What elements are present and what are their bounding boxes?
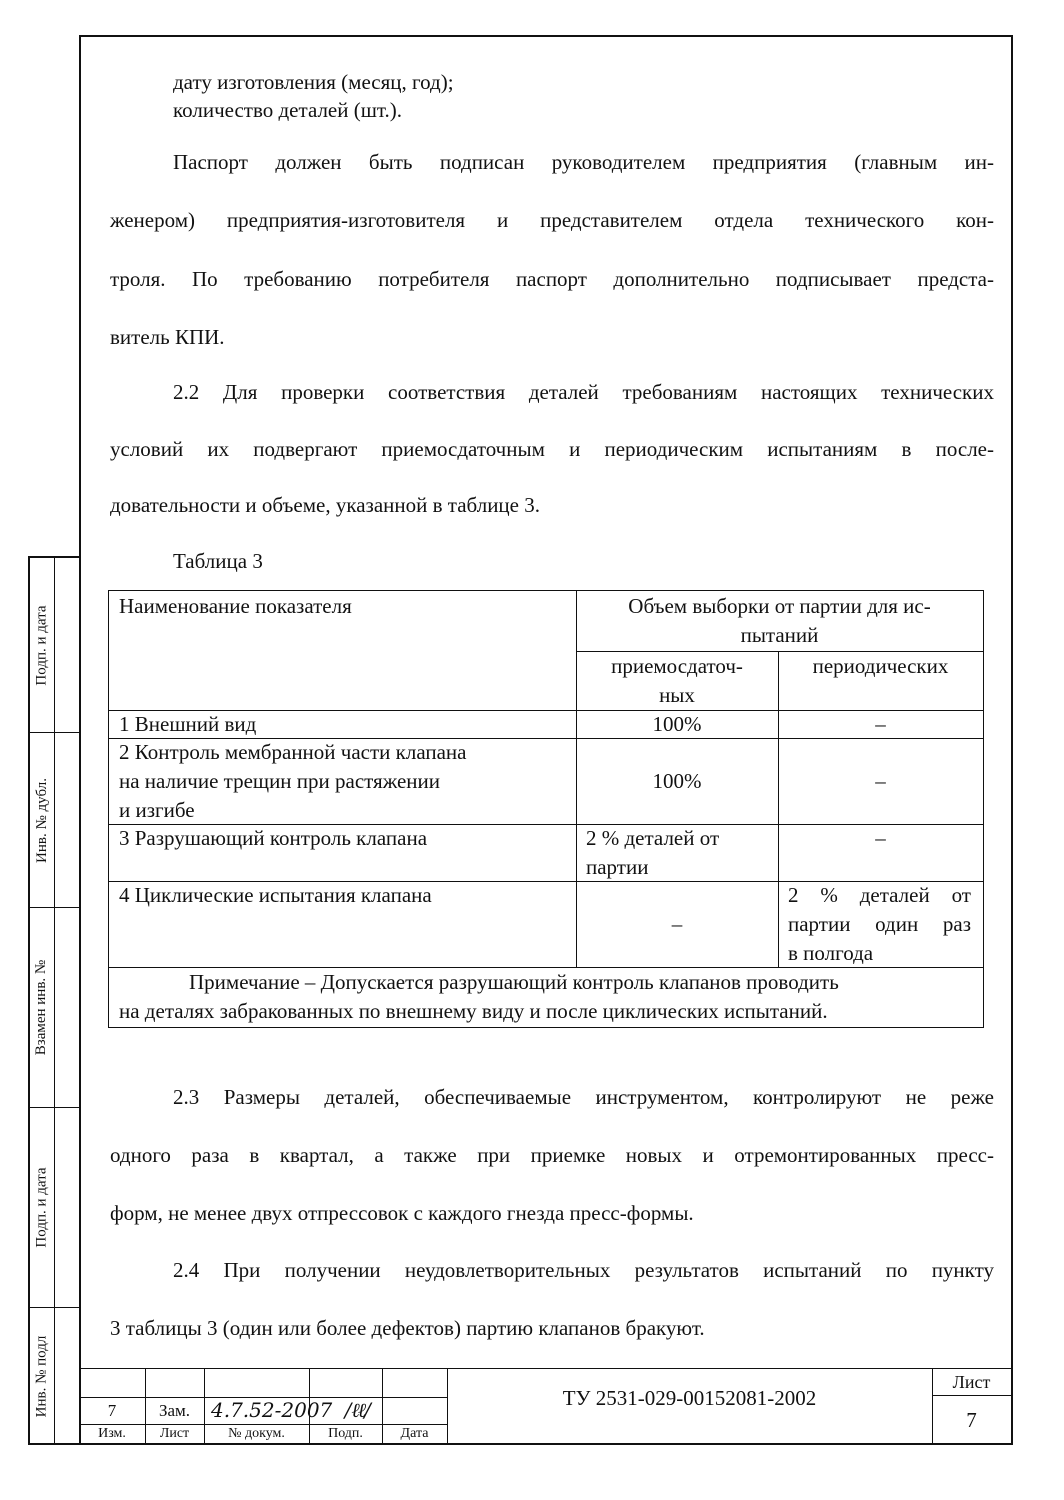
- text-line: 2.2 Для проверки соответствия деталей требованиям настоящих технических: [173, 380, 994, 404]
- row3-acceptance: [586, 824, 719, 882]
- header-line: приемосдаточ-: [611, 654, 743, 678]
- text-line: троля. По требованию потребителя паспорт дополнительно подписывает предста-: [110, 267, 994, 291]
- text-line: 2.3 Размеры деталей, обеспечиваемые инструментом, контролируют не реже: [173, 1085, 994, 1109]
- text-line: 2.4 При получении неудовлетворительных результатов испытаний по пункту: [173, 1258, 994, 1282]
- signature-mark: /ℓℓ/: [344, 1398, 371, 1422]
- side-cell-replacement-inv: [30, 908, 79, 1108]
- text-line: женером) предприятия-изготовителя и представителем отдела технического кон-: [110, 208, 994, 232]
- table-note: [119, 968, 973, 1026]
- doc-number: 4.7.52-2007: [211, 1398, 333, 1422]
- note-line: Примечание – Допускается разрушающий контроль клапанов проводить: [189, 970, 839, 994]
- cell-line: в полгода: [788, 941, 874, 965]
- note-line: на деталях забракованных по внешнему виду и после циклических испытаний.: [119, 999, 828, 1023]
- row1-name: 1 Внешний вид: [119, 712, 257, 736]
- row4-name: 4 Циклические испытания клапана: [119, 883, 432, 907]
- side-label: Подп. и дата: [33, 604, 50, 686]
- header-acceptance: [576, 652, 778, 710]
- stamp-header-doc: № докум.: [228, 1426, 285, 1441]
- stamp-list-value: Зам.: [158, 1401, 191, 1420]
- side-label: Взамен инв. №: [33, 959, 50, 1056]
- header-line: пытаний: [740, 623, 819, 647]
- text-line: 3 таблицы 3 (один или более дефектов) партию клапанов бракуют.: [110, 1316, 705, 1340]
- row3-periodic: –: [875, 826, 886, 850]
- sheet-label: Лист: [952, 1372, 991, 1392]
- stamp-header-izm: Изм.: [98, 1426, 126, 1441]
- cell-line: партии: [586, 855, 649, 879]
- text-line: довательности и объеме, указанной в таблице 3.: [110, 493, 540, 517]
- row2-acceptance: 100%: [652, 769, 702, 793]
- cell-line: на наличие трещин при растяжении: [119, 769, 440, 793]
- row2-name: [119, 738, 467, 825]
- intro-line: количество деталей (шт.).: [173, 98, 402, 122]
- side-cell-sign-date-2: [30, 1108, 79, 1308]
- intro-line: дату изготовления (месяц, год);: [173, 70, 454, 94]
- title-block: [79, 1368, 1013, 1445]
- text-line: условий их подвергают приемосдаточным и периодическим испытаниям в после-: [110, 437, 994, 461]
- header-periodic: периодических: [812, 654, 949, 678]
- stamp-izm-value: 7: [107, 1401, 117, 1420]
- cell-line: 2 % деталей от: [586, 826, 720, 850]
- cell-line: 2 % деталей от: [788, 883, 971, 907]
- table-3: [108, 590, 984, 1028]
- row1-periodic: –: [875, 712, 886, 736]
- stamp-line: [79, 1368, 1011, 1369]
- stamp-doc-value: [211, 1398, 441, 1423]
- row4-periodic: [788, 881, 971, 968]
- stamp-line: [932, 1395, 1011, 1396]
- header-line: ных: [659, 683, 695, 707]
- header-indicator-name: Наименование показателя: [119, 594, 352, 618]
- stamp-line: [79, 1424, 447, 1425]
- sheet-number: 7: [966, 1408, 977, 1432]
- row2-periodic: –: [875, 769, 886, 793]
- side-cell-sign-date-1: [30, 558, 79, 733]
- table-caption: Таблица 3: [173, 549, 263, 573]
- col-divider: [778, 651, 779, 967]
- text-line: витель КПИ.: [110, 325, 225, 349]
- cell-line: и изгибе: [119, 798, 195, 822]
- stamp-header-sign: Подп.: [328, 1426, 363, 1441]
- document-designation: ТУ 2531-029-00152081-2002: [562, 1386, 817, 1410]
- side-cell-original-inv: [30, 1308, 79, 1445]
- side-stamp-strip: [28, 556, 79, 1445]
- row1-acceptance: 100%: [652, 712, 702, 736]
- side-label: Инв. № подл: [33, 1335, 50, 1418]
- stamp-header-list: Лист: [159, 1426, 190, 1441]
- header-sample-size: [576, 592, 983, 650]
- text-line: Паспорт должен быть подписан руководителем предприятия (главным ин-: [173, 150, 994, 174]
- row4-acceptance: –: [671, 912, 683, 936]
- cell-line: 2 Контроль мембранной части клапана: [119, 740, 467, 764]
- stamp-header-date: Дата: [400, 1426, 429, 1441]
- row3-name: 3 Разрушающий контроль клапана: [119, 826, 428, 850]
- text-line: одного раза в квартал, а также при приемке новых и отремонтированных пресс-: [110, 1143, 994, 1167]
- text-line: форм, не менее двух отпрессовок с каждого гнезда пресс-формы.: [110, 1201, 694, 1225]
- header-line: Объем выборки от партии для ис-: [628, 594, 931, 618]
- cell-line: партии один раз: [788, 912, 971, 936]
- side-label: Инв. № дубл.: [33, 777, 50, 863]
- side-cell-dup-inv: [30, 733, 79, 908]
- side-label: Подп. и дата: [33, 1167, 50, 1248]
